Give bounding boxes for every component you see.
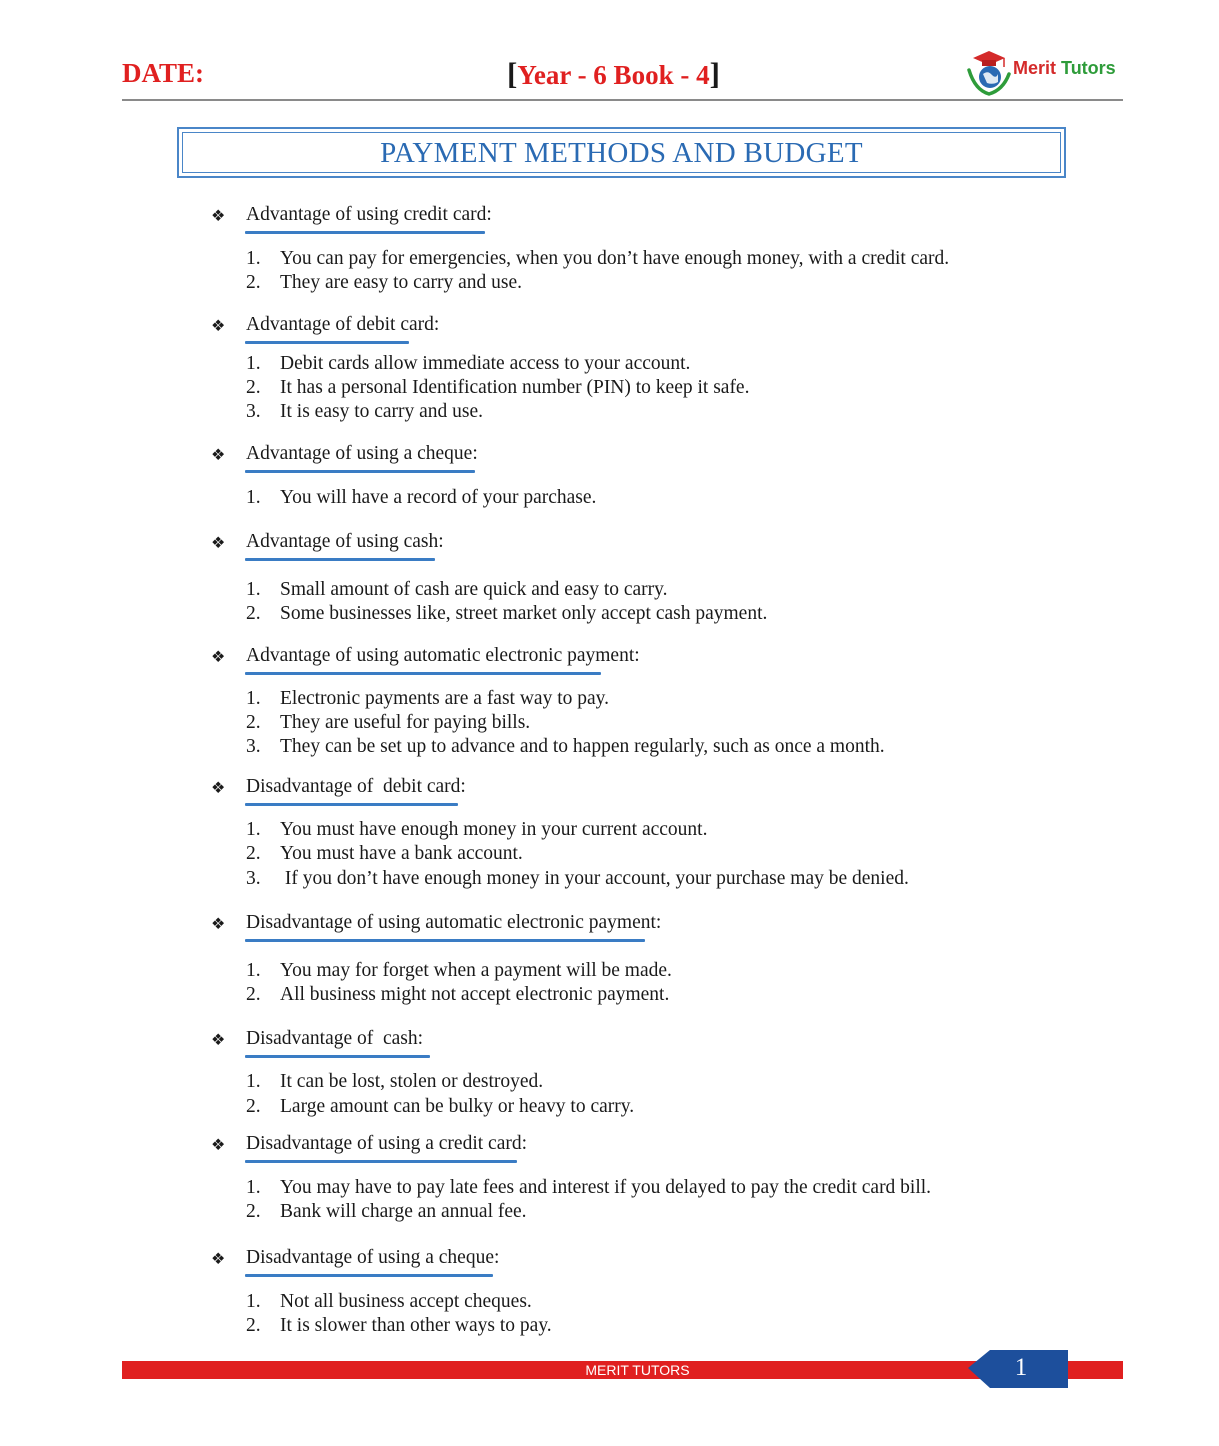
diamond-bullet-icon: ❖ xyxy=(211,649,226,666)
heading-underline xyxy=(245,1055,430,1058)
header-rule xyxy=(122,99,1123,101)
heading-underline xyxy=(245,341,409,344)
section-heading-main: Disadvantage of cash xyxy=(246,1028,418,1049)
section-heading-colon: : xyxy=(472,443,478,464)
list-item xyxy=(246,984,669,1008)
section-heading-colon: : xyxy=(486,204,492,225)
diamond-bullet-icon: ❖ xyxy=(211,208,226,225)
list-item-text: You must have a bank account. xyxy=(280,843,523,864)
list-item-number: 1. xyxy=(246,1177,261,1198)
section-heading-main: Disadvantage of debit card xyxy=(246,776,461,797)
list-item-number: 1. xyxy=(246,353,261,374)
section-heading-text xyxy=(246,912,661,934)
section-heading-main: Disadvantage of using a cheque xyxy=(246,1247,494,1268)
list-item-text: Large amount can be bulky or heavy to carry. xyxy=(280,1096,635,1117)
list-item-number: 3. xyxy=(246,736,261,757)
graduation-globe-icon xyxy=(963,44,1015,100)
list-item xyxy=(246,843,523,867)
list-item-text: It is easy to carry and use. xyxy=(280,401,484,422)
diamond-bullet-icon: ❖ xyxy=(211,535,226,552)
list-item-text: All business might not accept electronic payment. xyxy=(280,984,670,1005)
heading-underline xyxy=(245,558,435,561)
list-item-text: You may for forget when a payment will be made. xyxy=(280,960,672,981)
footer-brand: MERIT TUTORS xyxy=(585,1362,690,1378)
list-item-number: 3. xyxy=(246,401,261,422)
list-item xyxy=(246,401,483,425)
list-item xyxy=(246,868,909,892)
list-item-text: If you don’t have enough money in your account, your purchase may be denied. xyxy=(280,868,909,889)
section-heading-text xyxy=(246,776,466,798)
heading-underline xyxy=(245,672,601,675)
section-heading-colon: : xyxy=(460,776,466,797)
section-heading-colon: : xyxy=(438,531,444,552)
logo-word-tutors: Tutors xyxy=(1061,58,1116,78)
book-title xyxy=(507,56,720,92)
section-heading-text xyxy=(246,204,492,226)
list-item-number: 1. xyxy=(246,1291,261,1312)
list-item xyxy=(246,736,885,760)
list-item-number: 2. xyxy=(246,272,261,293)
list-item-number: 2. xyxy=(246,712,261,733)
list-item xyxy=(246,1291,532,1315)
section-heading-text xyxy=(246,314,439,336)
list-item-number: 2. xyxy=(246,843,261,864)
list-item xyxy=(246,248,949,272)
list-item-number: 2. xyxy=(246,1315,261,1336)
list-item-number: 1. xyxy=(246,1071,261,1092)
diamond-bullet-icon: ❖ xyxy=(211,1251,226,1268)
section-heading-text xyxy=(246,531,444,553)
title-box xyxy=(177,127,1066,178)
section-heading-colon: : xyxy=(634,645,640,666)
list-item xyxy=(246,688,609,712)
section-heading-main: Advantage of using cash xyxy=(246,531,439,552)
list-item-number: 1. xyxy=(246,248,261,269)
diamond-bullet-icon: ❖ xyxy=(211,780,226,797)
heading-underline xyxy=(245,939,645,942)
list-item-number: 1. xyxy=(246,960,261,981)
list-item-text: Some businesses like, street market only accept cash payment. xyxy=(280,603,768,624)
list-item xyxy=(246,487,596,511)
merit-tutors-logo xyxy=(963,44,1123,100)
list-item-number: 2. xyxy=(246,603,261,624)
section-heading-colon: : xyxy=(521,1133,528,1154)
page-number: 1 xyxy=(1014,1354,1028,1381)
list-item-number: 2. xyxy=(246,1096,261,1117)
list-item-number: 1. xyxy=(246,579,261,600)
list-item-text: They can be set up to advance and to happen regularly, such as once a month. xyxy=(280,736,885,757)
list-item xyxy=(246,353,690,377)
list-item-text: Electronic payments are a fast way to pay. xyxy=(280,688,610,709)
logo-wordmark xyxy=(1013,58,1116,79)
list-item xyxy=(246,1201,527,1225)
list-item-number: 1. xyxy=(246,819,261,840)
list-item-text: Debit cards allow immediate access to your account. xyxy=(280,353,691,374)
diamond-bullet-icon: ❖ xyxy=(211,1032,226,1049)
diamond-bullet-icon: ❖ xyxy=(211,916,226,933)
section-heading-text xyxy=(246,645,640,667)
section-heading-main: Advantage of using automatic electronic payment xyxy=(246,645,635,666)
heading-underline xyxy=(245,470,475,473)
heading-underline xyxy=(245,1274,493,1277)
list-item xyxy=(246,1096,634,1120)
list-item-number: 2. xyxy=(246,377,261,398)
list-item-text: Small amount of cash are quick and easy to carry. xyxy=(280,579,668,600)
page-header xyxy=(122,52,1123,100)
heading-underline xyxy=(245,1160,517,1163)
page-title: PAYMENT METHODS AND BUDGET xyxy=(380,137,863,169)
section-heading-main: Advantage of using credit card xyxy=(246,204,487,225)
list-item-text: You may have to pay late fees and interest if you delayed to pay the credit card bill. xyxy=(280,1177,932,1198)
logo-word-merit: Merit xyxy=(1013,58,1057,78)
section-heading-main: Disadvantage of using automatic electronic payment xyxy=(246,912,656,933)
section-heading-text xyxy=(246,1133,527,1155)
section-heading-colon: : xyxy=(494,1247,500,1268)
section-heading-main: Advantage of using a cheque xyxy=(246,443,473,464)
list-item xyxy=(246,1071,543,1095)
section-heading-colon: : xyxy=(655,912,662,933)
list-item-number: 3. xyxy=(246,868,261,889)
book-title-text: Year - 6 Book - 4 xyxy=(517,60,710,90)
list-item-text: Bank will charge an annual fee. xyxy=(280,1201,527,1222)
section-heading-colon: : xyxy=(417,1028,424,1049)
section-heading-text xyxy=(246,443,478,465)
section-heading-colon: : xyxy=(433,314,440,335)
section-heading-text xyxy=(246,1247,499,1269)
list-item xyxy=(246,960,672,984)
list-item-number: 2. xyxy=(246,1201,261,1222)
heading-underline xyxy=(245,803,458,806)
section-heading-main: Advantage of debit card xyxy=(246,314,434,335)
list-item-text: You will have a record of your parchase. xyxy=(280,487,597,508)
list-item xyxy=(246,603,767,627)
list-item-text: They are useful for paying bills. xyxy=(280,712,531,733)
diamond-bullet-icon: ❖ xyxy=(211,318,226,335)
list-item xyxy=(246,819,707,843)
section-heading-main: Disadvantage of using a credit card xyxy=(246,1133,522,1154)
heading-underline xyxy=(245,231,485,234)
list-item-number: 1. xyxy=(246,487,261,508)
list-item-number: 1. xyxy=(246,688,261,709)
diamond-bullet-icon: ❖ xyxy=(211,447,226,464)
list-item xyxy=(246,1315,552,1339)
close-bracket: ] xyxy=(709,56,720,91)
open-bracket: [ xyxy=(507,56,518,91)
list-item-text: They are easy to carry and use. xyxy=(280,272,523,293)
list-item-number: 2. xyxy=(246,984,261,1005)
list-item xyxy=(246,272,522,296)
date-label: DATE: xyxy=(122,58,205,88)
list-item-text: You must have enough money in your current account. xyxy=(280,819,708,840)
list-item xyxy=(246,579,668,603)
list-item xyxy=(246,1177,931,1201)
list-item-text: It is slower than other ways to pay. xyxy=(280,1315,552,1336)
list-item-text: Not all business accept cheques. xyxy=(280,1291,532,1312)
section-heading-text xyxy=(246,1028,423,1050)
diamond-bullet-icon: ❖ xyxy=(211,1137,226,1154)
list-item xyxy=(246,377,749,401)
list-item-text: It has a personal Identification number (PIN) to keep it safe. xyxy=(280,377,750,398)
list-item-text: It can be lost, stolen or destroyed. xyxy=(280,1071,544,1092)
list-item xyxy=(246,712,530,736)
list-item-text: You can pay for emergencies, when you don’t have enough money, with a credit card. xyxy=(280,248,950,269)
